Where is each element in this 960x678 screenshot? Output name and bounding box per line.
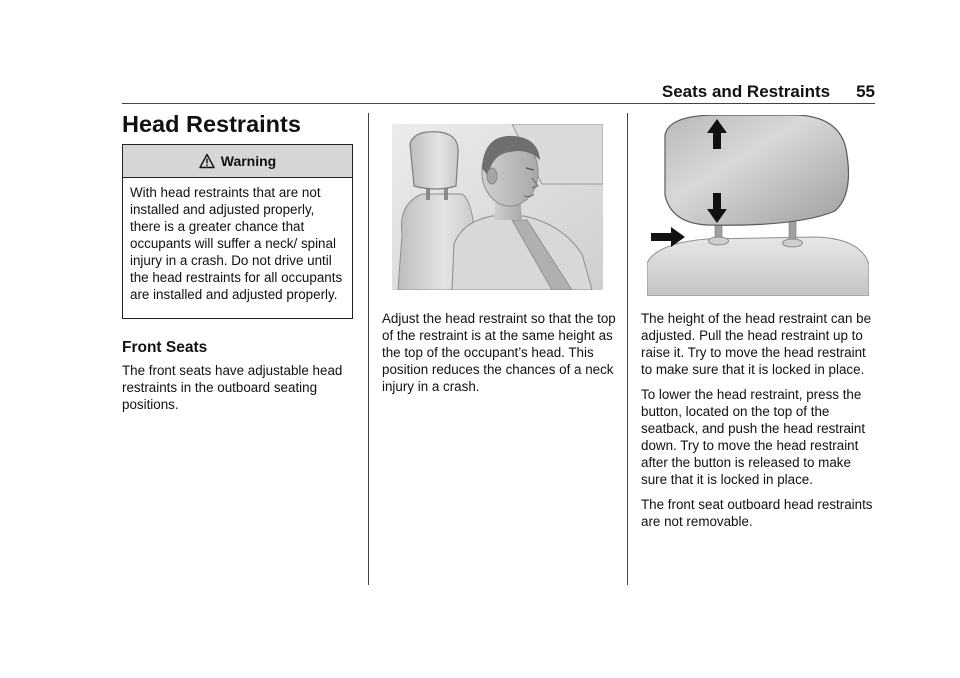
adjust-instructions-text: Adjust the head restraint so that the top of the restraint is at the same height as the top of the occupant’s head. This position reduces the chances of a neck injury in a crash. [382, 311, 616, 394]
column-divider-2 [627, 113, 628, 585]
front-seats-text: The front seats have adjustable head restraints in the outboard seating positions. [122, 363, 343, 412]
column-divider-1 [368, 113, 369, 585]
occupant-illustration-icon [392, 124, 603, 290]
head-restraint-icon [647, 115, 869, 296]
head-restraint-adjustment-illustration [647, 115, 869, 296]
section-title: Seats and Restraints [661, 82, 831, 101]
header-rule [122, 103, 875, 104]
page-number: 55 [856, 82, 875, 101]
warning-text: With head restraints that are not installed and adjusted properly, there is a greater chance that occupants will suffer a neck/ spinal injury in a crash. Do not drive until the head restraints for all occupants are installed and adjusted properly. [130, 185, 343, 302]
warning-triangle-icon [199, 153, 215, 169]
front-seats-heading: Front Seats [122, 339, 208, 356]
warning-box [122, 144, 353, 319]
page-title: Head Restraints [122, 111, 301, 137]
warning-header [123, 145, 352, 178]
running-header [122, 82, 875, 102]
height-adjust-text: The height of the head restraint can be adjusted. Pull the head restraint up to raise it. Try to move the head restraint to make sure that it is locked in place. To lower the head restraint, press the button, located on the top of the seatback, and push the head restraint down. Try to move the head restraint after the button is released to make sure that it is locked in place. The front seat outboard head restraints are not removable. [641, 311, 873, 529]
warning-label: Warning [220, 153, 277, 169]
occupant-head-restraint-illustration [392, 124, 603, 290]
